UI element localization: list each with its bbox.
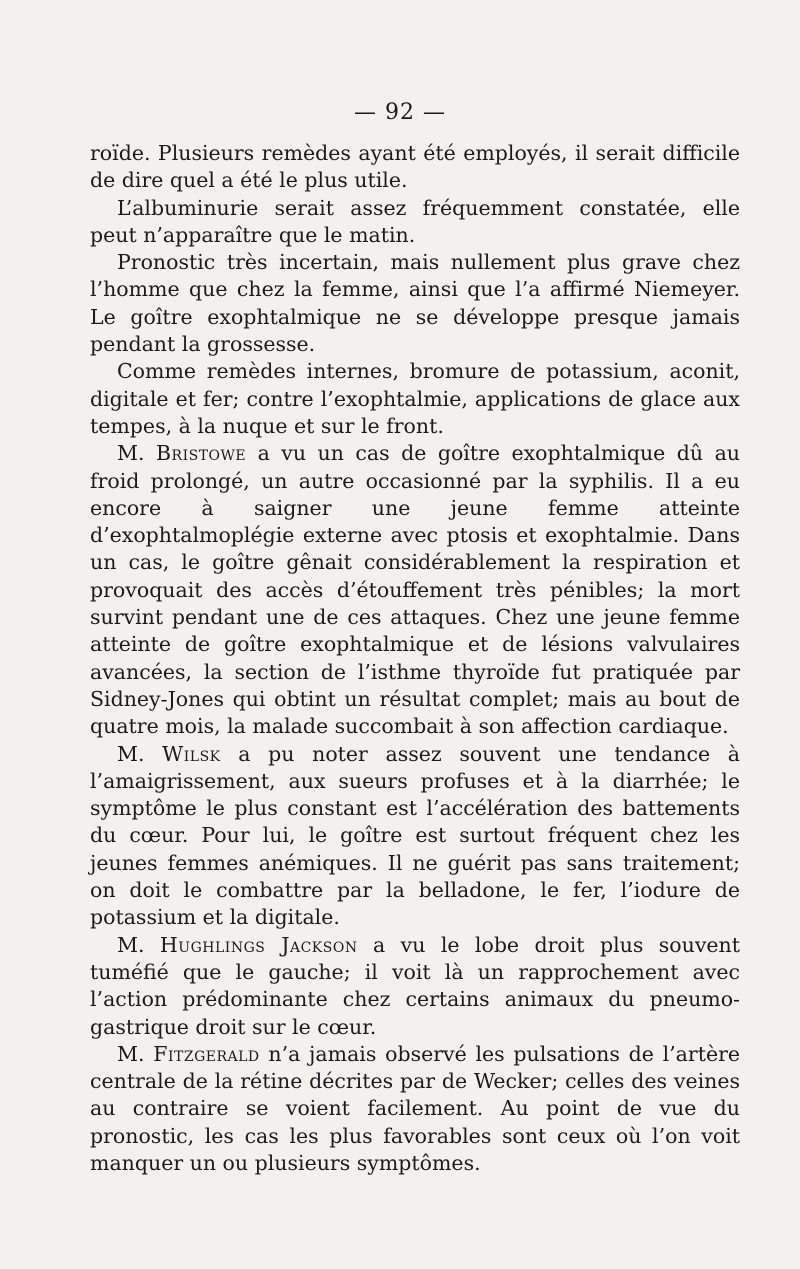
paragraph-remedes <box>90 358 740 440</box>
paragraph-lead: M. <box>117 932 160 957</box>
body-text <box>90 140 740 1177</box>
paragraph-text: a vu le lobe droit plus souvent tuméfié que le gauche; il voit là un rapprochement avec l’action prédominante chez certains animaux du pneumo-gastrique droit sur le cœur. <box>90 932 740 1039</box>
paragraph-text: a pu noter assez souvent une tendance à l’amaigrissement, aux sueurs profuses et à la diarrhée; le symptôme le plus constant est l’accélération des battements du cœur. Pour lui, le goître est surtout fréquent chez les jeunes femmes anémiques. Il ne guérit pas sans traitement; on doit le combattre par la belladone, le fer, l’iodure de potassium et la digitale. <box>90 741 740 930</box>
paragraph-lead: M. <box>117 741 163 766</box>
paragraph-text: Pronostic très incertain, mais nullement plus grave chez l’homme que chez la femme, ainsi que l’a affirmé Niemeyer. Le goître exophtalmique ne se développe presque jamais pendant la grossesse. <box>90 250 740 357</box>
author-name: Fitzgerald <box>153 1041 260 1066</box>
paragraph-bristowe <box>90 440 740 740</box>
paragraph-fitzgerald <box>90 1041 740 1177</box>
paragraph-lead: M. <box>117 441 156 466</box>
paragraph-text: Comme remèdes internes, bromure de potassium, aconit, digitale et fer; contre l’exophtalmie, applications de glace aux tempes, à la nuque et sur le front. <box>90 359 740 438</box>
author-name: Bristowe <box>155 441 247 466</box>
paragraph-text: n’a jamais observé les pulsations de l’artère centrale de la rétine décrites par de Wecker; celles des veines au contraire se voient facilement. Au point de vue du pronostic, les cas les plus favorables sont ceux où l’on voit manquer un ou plusieurs symptômes. <box>90 1041 741 1175</box>
paragraph-pronostic <box>90 249 740 358</box>
paragraph-lead: M. <box>117 1041 154 1066</box>
paragraph-wilsk <box>90 741 740 932</box>
page-number: — 92 — <box>354 100 446 125</box>
paragraph-text: roïde. Plusieurs remèdes ayant été employés, il serait difficile de dire quel a été le plus utile. <box>90 141 740 193</box>
paragraph-albuminurie <box>90 195 740 250</box>
paragraph-text: a vu un cas de goître exophtalmique dû au froid prolongé, un autre occasionné par la syphilis. Il a eu encore à saigner une jeune femme atteinte d’exophtalmoplégie externe avec ptosis et exophtalmie. Dans un cas, le goître gênait considérablement la respiration et provoquait des accès d’étouffement très pénibles; la mort survint pendant une de ces attaques. Chez une jeune femme atteinte de goître exophtalmique et de lésions valvulaires avancées, la section de l’isthme thyroïde fut pratiquée par Sidney-Jones qui obtint un résultat complet; mais au bout de quatre mois, la malade succombait à son affection cardiaque. <box>90 441 740 739</box>
paragraph-hughlings-jackson <box>90 932 740 1041</box>
paragraph-text: L’albuminurie serait assez fréquemment constatée, elle peut n’apparaître que le matin. <box>90 195 740 247</box>
paragraph-continuation <box>90 140 740 195</box>
author-name: Wilsk <box>162 741 221 766</box>
author-name: Hughlings Jackson <box>159 932 358 957</box>
